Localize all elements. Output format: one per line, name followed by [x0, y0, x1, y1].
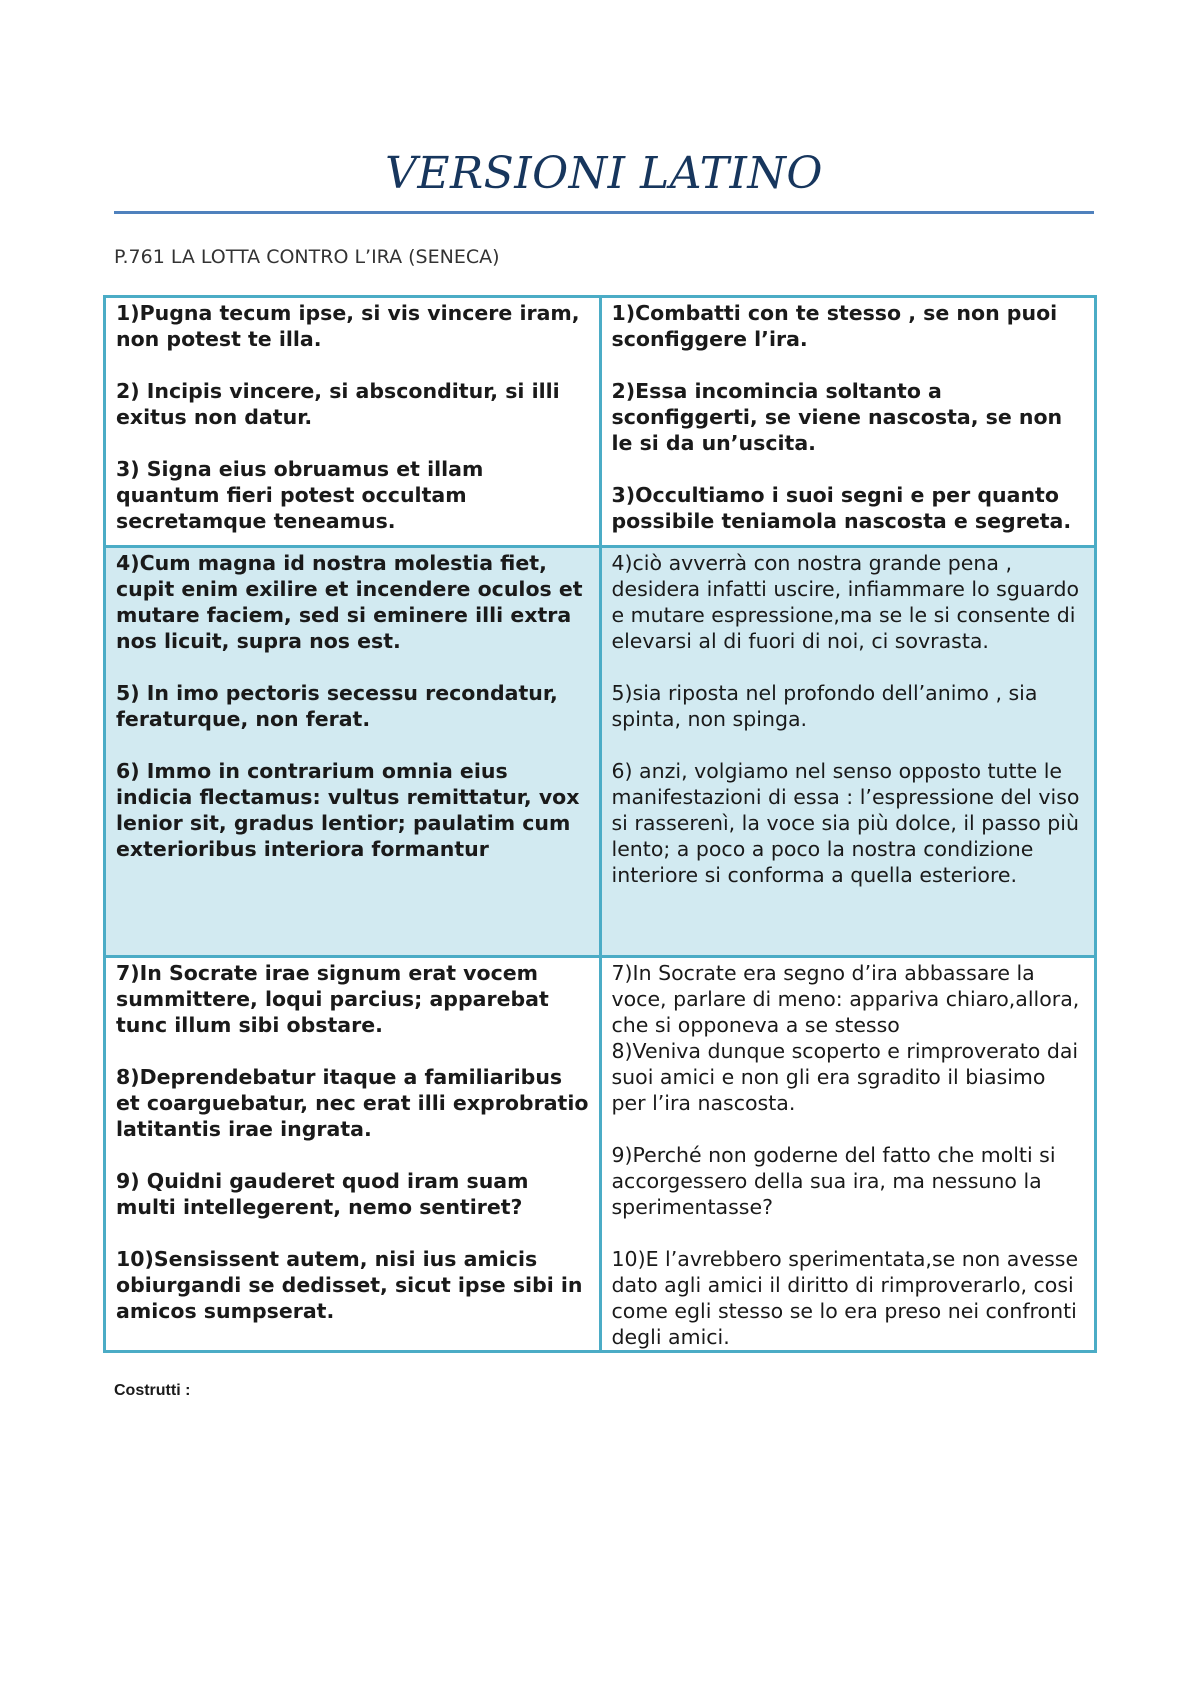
- latin-cell: [105, 297, 601, 547]
- table-row: [105, 297, 1096, 547]
- italian-sentence: 10)E l’avrebbero sperimentata,se non avesse dato agli amici il diritto di rimproverarlo, cosi come egli stesso se lo era preso nei confronti degli amici.: [611, 1247, 1079, 1349]
- document-title: VERSIONI LATINO: [385, 148, 823, 199]
- latin-sentence: 1)Pugna tecum ipse, si vis vincere iram, non potest te illa.: [116, 301, 580, 351]
- latin-sentence: 10)Sensissent autem, nisi ius amicis obiurgandi se dedisset, sicut ipse sibi in amicos sumpserat.: [116, 1247, 583, 1323]
- italian-sentence: 1)Combatti con te stesso , se non puoi sconfiggere l’ira.: [611, 301, 1058, 351]
- italian-cell: [600, 547, 1096, 957]
- latin-sentence: 9) Quidni gauderet quod iram suam multi intellegerent, nemo sentiret?: [116, 1169, 529, 1219]
- italian-sentence: 4)ciò avverrà con nostra grande pena , desidera infatti uscire, infiammare lo sguardo e mutare espressione,ma se le si consente di elevarsi al di fuori di noi, ci sovrasta.: [611, 551, 1080, 653]
- italian-sentence: 2)Essa incomincia soltanto a sconfiggerti, se viene nascosta, se non le si da un’uscita.: [611, 379, 1063, 455]
- italian-cell: [600, 297, 1096, 547]
- latin-sentence: 4)Cum magna id nostra molestia fiet, cupit enim exilire et incendere oculos et mutare faciem, sed si eminere illi extra nos licuit, supra nos est.: [116, 551, 583, 653]
- italian-sentence: 3)Occultiamo i suoi segni e per quanto possibile teniamola nascosta e segreta.: [611, 483, 1072, 533]
- title-underline: [114, 211, 1094, 214]
- latin-sentence: 8)Deprendebatur itaque a familiaribus et coarguebatur, nec erat illi exprobratio latitantis irae ingrata.: [116, 1065, 589, 1141]
- latin-cell: [105, 957, 601, 1352]
- latin-sentence: 2) Incipis vincere, si absconditur, si illi exitus non datur.: [116, 379, 560, 429]
- latin-sentence: 5) In imo pectoris secessu recondatur, feraturque, non ferat.: [116, 681, 558, 731]
- latin-sentence: 6) Immo in contrarium omnia eius indicia flectamus: vultus remittatur, vox lenior sit, gradus lentior; paulatim cum exterioribus interiora formantur: [116, 759, 580, 861]
- translation-table: [103, 295, 1097, 1353]
- table-row: [105, 957, 1096, 1352]
- latin-cell: [105, 547, 601, 957]
- latin-sentence: 3) Signa eius obruamus et illam quantum fieri potest occultam secretamque teneamus.: [116, 457, 484, 533]
- document-subtitle: P.761 LA LOTTA CONTRO L’IRA (SENECA): [114, 246, 500, 268]
- italian-sentence: 7)In Socrate era segno d’ira abbassare la voce, parlare di meno: appariva chiaro,allora, che si opponeva a se stesso: [611, 961, 1080, 1037]
- italian-sentence: 5)sia riposta nel profondo dell’animo , sia spinta, non spinga.: [611, 681, 1038, 731]
- italian-sentence: 9)Perché non goderne del fatto che molti si accorgessero della sua ira, ma nessuno la sperimentasse?: [611, 1143, 1056, 1219]
- latin-sentence: 7)In Socrate irae signum erat vocem summittere, loqui parcius; apparebat tunc illum sibi obstare.: [116, 961, 549, 1037]
- italian-sentence: 8)Veniva dunque scoperto e rimproverato dai suoi amici e non gli era sgradito il biasimo per l’ira nascosta.: [611, 1039, 1079, 1115]
- italian-sentence: 6) anzi, volgiamo nel senso opposto tutte le manifestazioni di essa : l’espressione del viso si rasserenì, la voce sia più dolce, il passo più lento; a poco a poco la nostra condizione interiore si conforma a quella esteriore.: [611, 759, 1080, 887]
- table-row: [105, 547, 1096, 957]
- italian-cell: [600, 957, 1096, 1352]
- constructs-label: Costrutti :: [114, 1382, 191, 1399]
